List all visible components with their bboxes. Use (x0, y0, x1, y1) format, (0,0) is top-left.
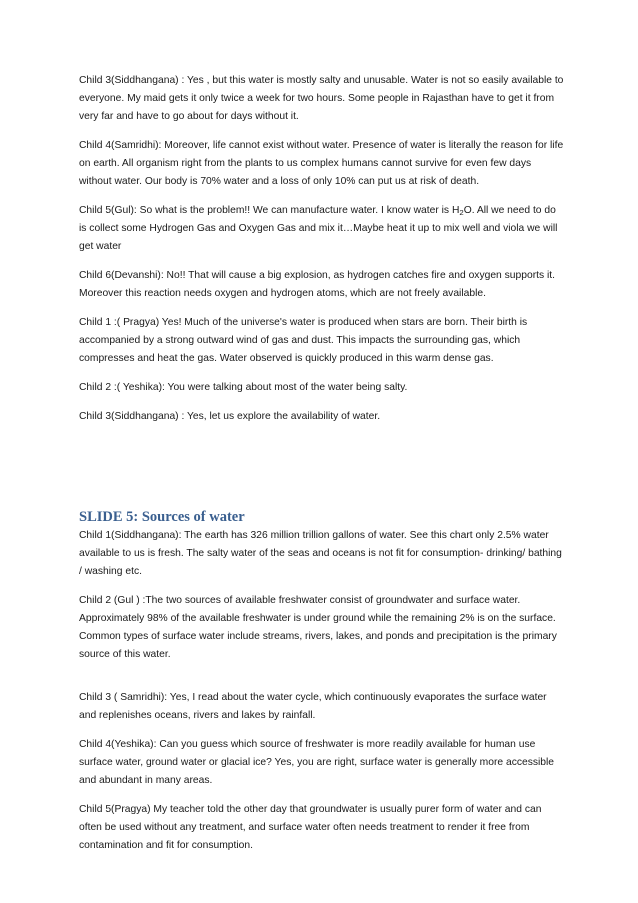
paragraph-slide5-child2: Child 2 (Gul ) :The two sources of available freshwater consist of groundwater and surface water. Approximately 98% of the available freshwater is under ground while the remaining 2% is on the surface. Common types of surface water include streams, rivers, lakes, and ponds and precipitation is the primary source of this water. (79, 595, 557, 660)
paragraph-child5-gul-before: Child 5(Gul): So what is the problem!! We can manufacture water. I know water is H (79, 205, 460, 216)
paragraph-slide5-child4: Child 4(Yeshika): Can you guess which source of freshwater is more readily available for human use surface water, ground water or glacial ice? Yes, you are right, surface water is generally more accessible and abundant in many areas. (79, 739, 555, 786)
paragraph-slide5-child1: Child 1(Siddhangana): The earth has 326 million trillion gallons of water. See this chart only 2.5% water available to us is fresh. The salty water of the seas and oceans is not fit for consumption- drinking/ bathing / washing etc. (79, 530, 562, 577)
paragraph-child5-gul-after: O. All we need to do is collect some Hydrogen Gas and Oxygen Gas and mix it…Maybe heat it up to mix well and viola we will get water (79, 205, 558, 252)
subscript-two: 2 (459, 207, 464, 217)
spacer (79, 437, 565, 507)
paragraph-child4-samridhi: Child 4(Samridhi): Moreover, life cannot exist without water. Presence of water is literally the reason for life on earth. All organism right from the plants to us complex humans cannot survive for even few days without water. Our body is 70% water and a loss of only 10% can put us at risk of death. (79, 140, 564, 187)
document-page (79, 72, 565, 866)
paragraph-child2-yeshika: Child 2 :( Yeshika): You were talking about most of the water being salty. (79, 382, 408, 393)
paragraph-child6-devanshi: Child 6(Devanshi): No!! That will cause a big explosion, as hydrogen catches fire and oxygen supports it. Moreover this reaction needs oxygen and hydrogen atoms, which are not freely available. (79, 270, 556, 299)
paragraph-child5-gul (79, 202, 565, 256)
slide-heading: SLIDE 5: Sources of water (79, 509, 245, 525)
spacer (79, 675, 565, 689)
paragraph-slide5-child3: Child 3 ( Samridhi): Yes, I read about the water cycle, which continuously evaporates the surface water and replenishes oceans, rivers and lakes by rainfall. (79, 692, 547, 721)
paragraph-child3-siddhangana: Child 3(Siddhangana) : Yes , but this water is mostly salty and unusable. Water is not so easily available to everyone. My maid gets it only twice a week for two hours. Some people in Rajasthan have to get it from very far and have to go about for days without it. (79, 75, 564, 122)
paragraph-child3-siddhangana-explore: Child 3(Siddhangana) : Yes, let us explore the availability of water. (79, 411, 381, 422)
paragraph-slide5-child5: Child 5(Pragya) My teacher told the other day that groundwater is usually purer form of water and can often be used without any treatment, and surface water often needs treatment to render it free from contamination and fit for consumption. (79, 804, 542, 851)
paragraph-child1-pragya: Child 1 :( Pragya) Yes! Much of the universe's water is produced when stars are born. Their birth is accompanied by a strong outward wind of gas and dust. This impacts the surrounding gas, which compresses and heat the gas. Water observed is quickly produced in this warm dense gas. (79, 317, 528, 364)
